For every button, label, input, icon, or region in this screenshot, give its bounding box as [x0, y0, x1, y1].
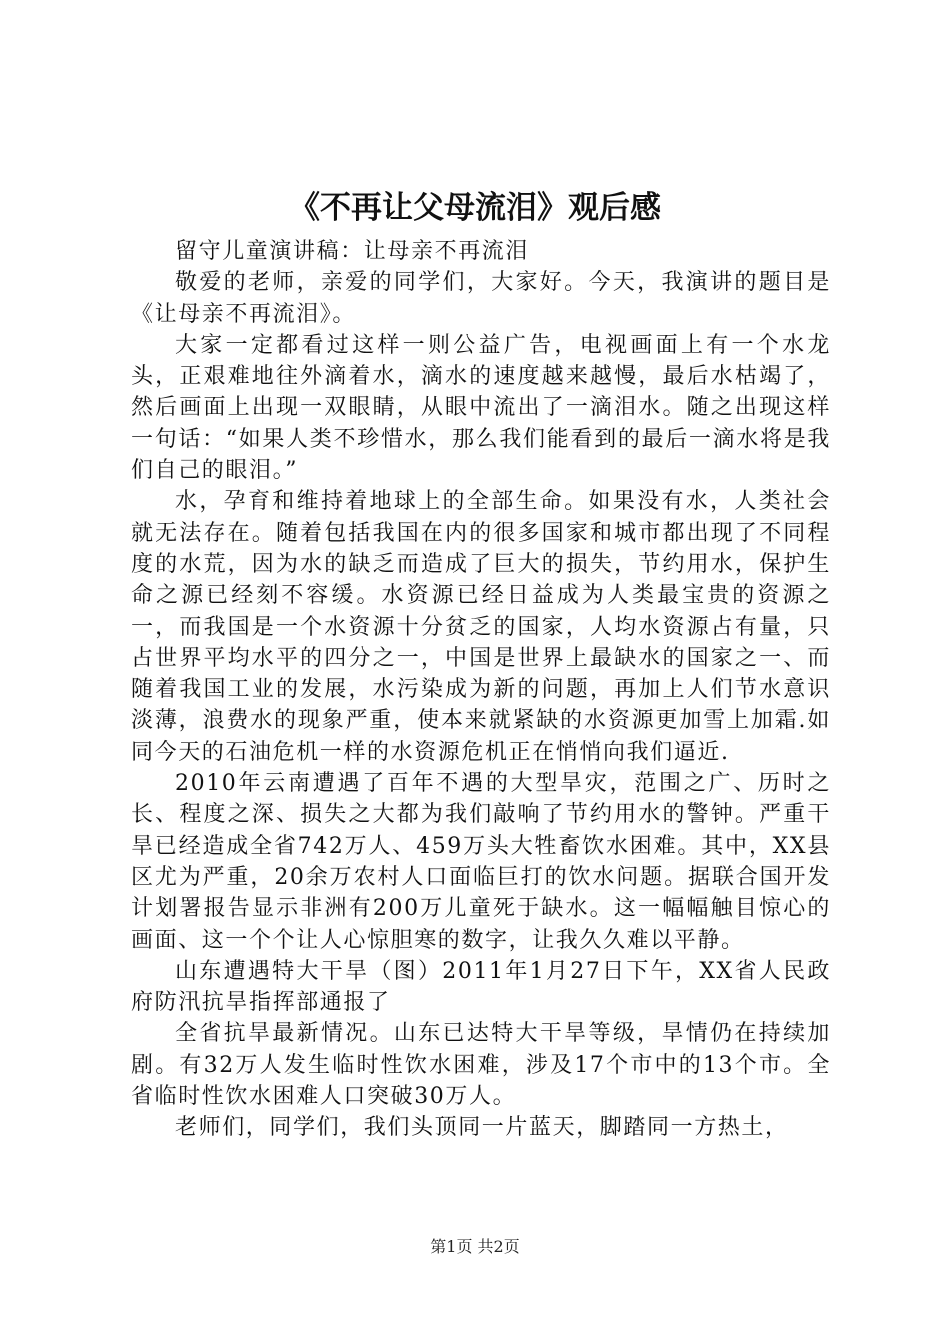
paragraph: 大家一定都看过这样一则公益广告，电视画面上有一个水龙头，正艰难地往外滴着水，滴水的速度越来越慢，最后水枯竭了，然后画面上出现一双眼睛，从眼中流出了一滴泪水。随之出现这样一句话：“如果人类不珍惜水，那么我们能看到的最后一滴水将是我们自己的眼泪。”	[131, 332, 831, 484]
paragraph: 全省抗旱最新情况。山东已达特大干旱等级，旱情仍在持续加剧。有32万人发生临时性饮水困难，涉及17个市中的13个市。全省临时性饮水困难人口突破30万人。	[131, 1021, 831, 1110]
paragraph: 山东遭遇特大干旱（图）2011年1月27日下午，XX省人民政府防汛抗旱指挥部通报了	[131, 958, 831, 1016]
document-title: 《不再让父母流泪》观后感	[289, 190, 661, 226]
paragraph: 敬爱的老师，亲爱的同学们，大家好。今天，我演讲的题目是《让母亲不再流泪》。	[131, 270, 831, 327]
paragraph: 2010年云南遭遇了百年不遇的大型旱灾，范围之广、历时之长、程度之深、损失之大都为我们敲响了节约用水的警钟。严重干旱已经造成全省742万人、459万头大牲畜饮水困难。其中，XX县区尤为严重，20余万农村人口面临巨打的饮水问题。据联合国开发计划署报告显示非洲有200万儿童死于缺水。这一幅幅触目惊心的画面、这一个个让人心惊胆寒的数字，让我久久难以平静。	[131, 771, 831, 953]
paragraph: 老师们，同学们，我们头顶同一片蓝天，脚踏同一方热土，	[175, 1115, 789, 1141]
paragraph: 水，孕育和维持着地球上的全部生命。如果没有水，人类社会就无法存在。随着包括我国在内的很多国家和城市都出现了不同程度的水荒，因为水的缺乏而造成了巨大的损失，节约用水，保护生命之源已经刻不容缓。水资源已经日益成为人类最宝贵的资源之一，而我国是一个水资源十分贫乏的国家，人均水资源占有量，只占世界平均水平的四分之一，中国是世界上最缺水的国家之一、而随着我国工业的发展，水污染成为新的问题，再加上人们节水意识淡薄，浪费水的现象严重，使本来就紧缺的水资源更加雪上加霜.如同今天的石油危机一样的水资源危机正在悄悄向我们逼近.	[131, 489, 831, 765]
page-indicator: 第1页 共2页	[430, 1237, 520, 1256]
paragraph: 留守儿童演讲稿：让母亲不再流泪	[175, 239, 530, 264]
document-body	[131, 236, 831, 1144]
